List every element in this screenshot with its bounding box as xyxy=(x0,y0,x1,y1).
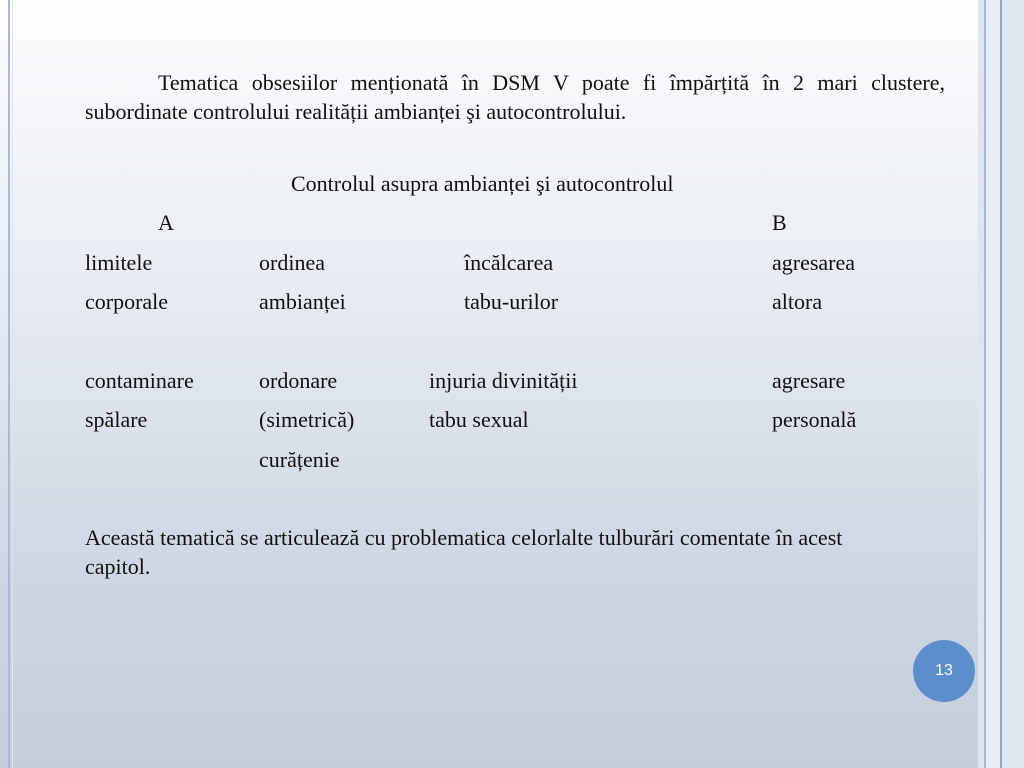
table-cell: tabu-urilor xyxy=(464,289,559,314)
table-cell: ambianței xyxy=(259,289,346,314)
table-cell: tabu sexual xyxy=(429,407,529,432)
intro-paragraph: Tematica obsesiilor menționată în DSM V poate fi împărțită în 2 mari clustere, subordinate controlului realității ambianței şi autocontrolului. xyxy=(85,70,945,124)
group-a-label: A xyxy=(158,210,174,235)
table-cell: curățenie xyxy=(259,447,340,472)
table-title: Controlul asupra ambianței şi autocontrolul xyxy=(291,171,674,196)
table-cell: (simetrică) xyxy=(259,407,355,432)
table-cell: personală xyxy=(772,407,857,432)
table-cell: contaminare xyxy=(85,368,194,393)
table-cell: ordinea xyxy=(259,250,325,275)
table-cell: agresarea xyxy=(772,250,856,275)
table-cell: limitele xyxy=(85,250,153,275)
right-frame-border xyxy=(978,0,1024,768)
group-b-label: B xyxy=(772,210,787,235)
table-cell: agresare xyxy=(772,368,846,393)
table-cell: spălare xyxy=(85,407,148,432)
page-number-badge: 13 xyxy=(913,640,975,702)
table-cell: injuria divinității xyxy=(429,368,578,393)
right-frame-stripe xyxy=(1002,0,1024,768)
table-cell: corporale xyxy=(85,289,169,314)
table-cell: altora xyxy=(772,289,823,314)
table-cell: ordonare xyxy=(259,368,338,393)
left-frame-line xyxy=(8,0,10,768)
closing-paragraph: Această tematică se articulează cu problematica celorlalte tulburări comentate în acest capitol. xyxy=(85,525,843,579)
right-frame-stripe xyxy=(986,0,1000,768)
table-cell: încălcarea xyxy=(464,250,554,275)
left-frame-line-light xyxy=(12,0,13,768)
